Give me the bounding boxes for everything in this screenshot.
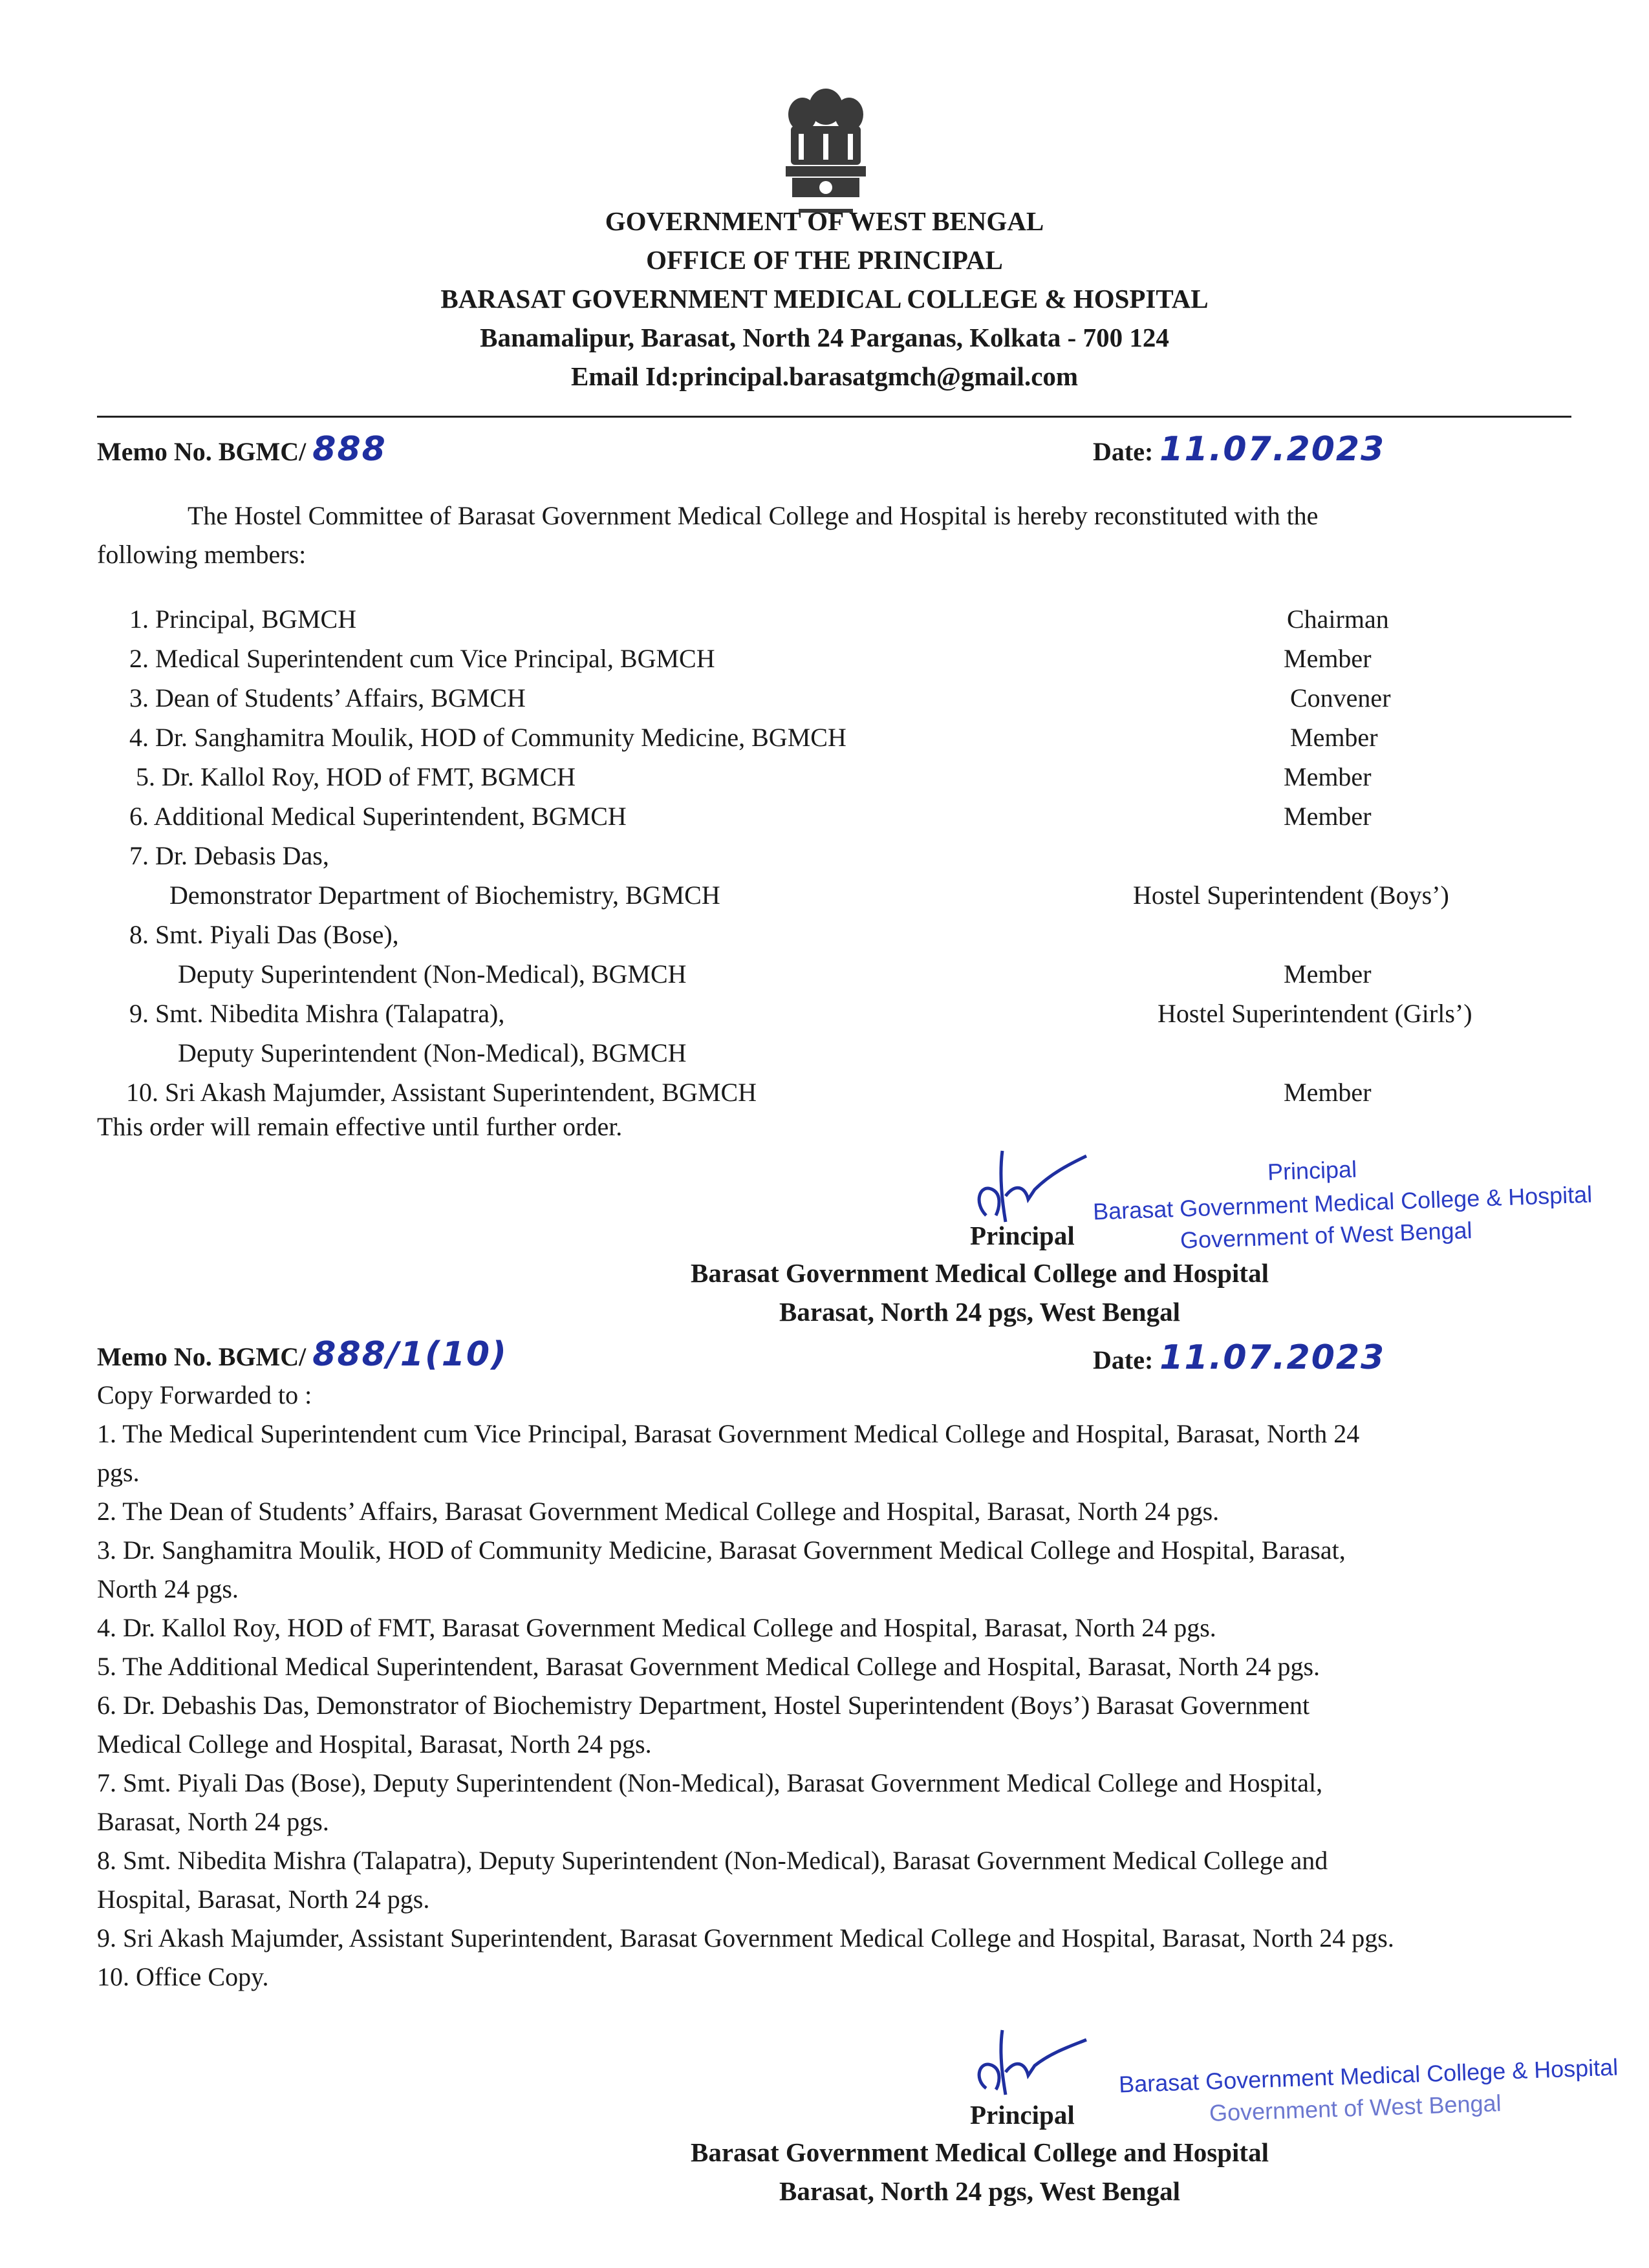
- header-office: OFFICE OF THE PRINCIPAL: [646, 245, 1003, 275]
- header-email: Email Id:principal.barasatgmch@gmail.com: [570, 361, 1079, 391]
- copy-item: [97, 1686, 1597, 1764]
- copy-item: [97, 1919, 1597, 1958]
- memo-number: [97, 430, 387, 469]
- copy-item-line: 5. The Additional Medical Superintendent, Barasat Government Medical College and Hospital, Barasat, North 24 pgs.: [97, 1652, 1320, 1681]
- signature-1-place: Barasat, North 24 pgs, West Bengal: [779, 1297, 1180, 1327]
- member-2-name: 2. Medical Superintendent cum Vice Principal, BGMCH: [129, 644, 715, 673]
- member-10-role: Member: [1284, 1078, 1372, 1107]
- member-10-name: 10. Sri Akash Majumder, Assistant Superintendent, BGMCH: [126, 1078, 757, 1107]
- copy-item-line: 7. Smt. Piyali Das (Bose), Deputy Superintendent (Non-Medical), Barasat Government Medical College and Hospital,: [97, 1768, 1323, 1797]
- member-9-role: Hostel Superintendent (Girls’): [1158, 999, 1472, 1028]
- copy-item: [97, 1492, 1597, 1531]
- copy-item-line: North 24 pgs.: [97, 1574, 239, 1603]
- copy-item-line: 4. Dr. Kallol Roy, HOD of FMT, Barasat Government Medical College and Hospital, Barasat, North 24 pgs.: [97, 1613, 1216, 1642]
- copy-item: [97, 1841, 1597, 1919]
- header-address: Banamalipur, Barasat, North 24 Parganas, Kolkata - 700 124: [480, 323, 1169, 352]
- member-9-name: 9. Smt. Nibedita Mishra (Talapatra),: [129, 999, 505, 1028]
- stamp-2-government: Government of West Bengal: [1209, 2090, 1502, 2126]
- order-note: This order will remain effective until further order.: [97, 1112, 623, 1141]
- intro-line-2: following members:: [97, 540, 307, 569]
- memo-2-label: Memo No. BGMC/: [97, 1342, 307, 1371]
- member-7-designation: Demonstrator Department of Biochemistry, BGMCH: [169, 881, 720, 910]
- copy-item-line: 1. The Medical Superintendent cum Vice Principal, Barasat Government Medical College and Hospital, Barasat, North 24: [97, 1419, 1360, 1448]
- copy-item: [97, 1958, 1597, 1996]
- member-8-name: 8. Smt. Piyali Das (Bose),: [129, 920, 399, 949]
- member-7-role: Hostel Superintendent (Boys’): [1133, 881, 1449, 910]
- stamp-1-title: Principal: [1267, 1155, 1357, 1186]
- copy-item-line: 8. Smt. Nibedita Mishra (Talapatra), Deputy Superintendent (Non-Medical), Barasat Government Medical College and: [97, 1846, 1328, 1875]
- copy-item: [97, 1764, 1597, 1841]
- copy-item-line: 9. Sri Akash Majumder, Assistant Superintendent, Barasat Government Medical College and Hospital, Barasat, North 24 pgs.: [97, 1923, 1394, 1952]
- stamp-1-government: Government of West Bengal: [1180, 1217, 1473, 1254]
- signature-1-org: Barasat Government Medical College and Hospital: [691, 1258, 1269, 1288]
- copy-item-line: 6. Dr. Debashis Das, Demonstrator of Biochemistry Department, Hostel Superintendent (Boys’) Barasat Government: [97, 1691, 1310, 1720]
- signature-1-title: Principal: [970, 1221, 1075, 1250]
- header-college: BARASAT GOVERNMENT MEDICAL COLLEGE & HOSPITAL: [440, 284, 1209, 314]
- memo-2-date: [1093, 1338, 1385, 1377]
- copy-item: [97, 1647, 1597, 1686]
- signature-2-title: Principal: [970, 2100, 1075, 2130]
- member-5-role: Member: [1284, 762, 1372, 791]
- memo-2-handwritten-date: 11.07.2023: [1159, 1338, 1386, 1377]
- memo-label: Memo No. BGMC/: [97, 437, 307, 466]
- copy-item: [97, 1415, 1597, 1492]
- copy-item-line: Hospital, Barasat, North 24 pgs.: [97, 1885, 430, 1914]
- member-9-designation: Deputy Superintendent (Non-Medical), BGMCH: [178, 1038, 687, 1067]
- member-8-role: Member: [1284, 959, 1372, 989]
- copy-forwarded-label: Copy Forwarded to :: [97, 1380, 312, 1409]
- copy-item-line: pgs.: [97, 1458, 140, 1487]
- member-5-name: 5. Dr. Kallol Roy, HOD of FMT, BGMCH: [136, 762, 576, 791]
- copy-item-line: 10. Office Copy.: [97, 1962, 269, 1991]
- copy-item: [97, 1531, 1597, 1609]
- member-6-name: 6. Additional Medical Superintendent, BGMCH: [129, 802, 627, 831]
- memo-2-number: [97, 1335, 508, 1374]
- member-4-name: 4. Dr. Sanghamitra Moulik, HOD of Community Medicine, BGMCH: [129, 723, 846, 752]
- memo-handwritten-date: 11.07.2023: [1159, 430, 1386, 469]
- copy-item: [97, 1609, 1597, 1647]
- member-6-role: Member: [1284, 802, 1372, 831]
- member-7-name: 7. Dr. Debasis Das,: [129, 841, 329, 870]
- copy-item-line: Barasat, North 24 pgs.: [97, 1807, 329, 1836]
- memo-2-date-label: Date:: [1093, 1345, 1154, 1375]
- memo-date-label: Date:: [1093, 437, 1154, 466]
- member-1-name: 1. Principal, BGMCH: [129, 604, 357, 634]
- memo-2-handwritten-number: 888/1(10): [312, 1335, 508, 1374]
- member-3-role: Convener: [1290, 683, 1391, 712]
- member-4-role: Member: [1290, 723, 1378, 752]
- copy-item-line: Medical College and Hospital, Barasat, North 24 pgs.: [97, 1729, 652, 1759]
- memo-handwritten-number: 888: [312, 430, 387, 469]
- header-divider: [97, 416, 1571, 418]
- header-government: GOVERNMENT OF WEST BENGAL: [605, 206, 1044, 236]
- signature-2-org: Barasat Government Medical College and Hospital: [691, 2137, 1269, 2167]
- member-8-designation: Deputy Superintendent (Non-Medical), BGMCH: [178, 959, 687, 989]
- stamp-2-college: Barasat Government Medical College & Hospital: [1118, 2053, 1619, 2098]
- copy-item-line: 2. The Dean of Students’ Affairs, Barasat Government Medical College and Hospital, Barasat, North 24 pgs.: [97, 1497, 1220, 1526]
- member-2-role: Member: [1284, 644, 1372, 673]
- stamp-1-college: Barasat Government Medical College & Hospital: [1092, 1181, 1593, 1225]
- copy-list: [97, 1415, 1597, 1996]
- intro-line-1: The Hostel Committee of Barasat Government Medical College and Hospital is hereby reconstituted with the: [188, 501, 1319, 530]
- copy-item-line: 3. Dr. Sanghamitra Moulik, HOD of Community Medicine, Barasat Government Medical College and Hospital, Barasat,: [97, 1535, 1346, 1565]
- signature-2-mark: [967, 2017, 1090, 2108]
- member-1-role: Chairman: [1287, 604, 1389, 634]
- member-3-name: 3. Dean of Students’ Affairs, BGMCH: [129, 683, 526, 712]
- memo-date: [1093, 430, 1385, 469]
- signature-2-place: Barasat, North 24 pgs, West Bengal: [779, 2176, 1180, 2206]
